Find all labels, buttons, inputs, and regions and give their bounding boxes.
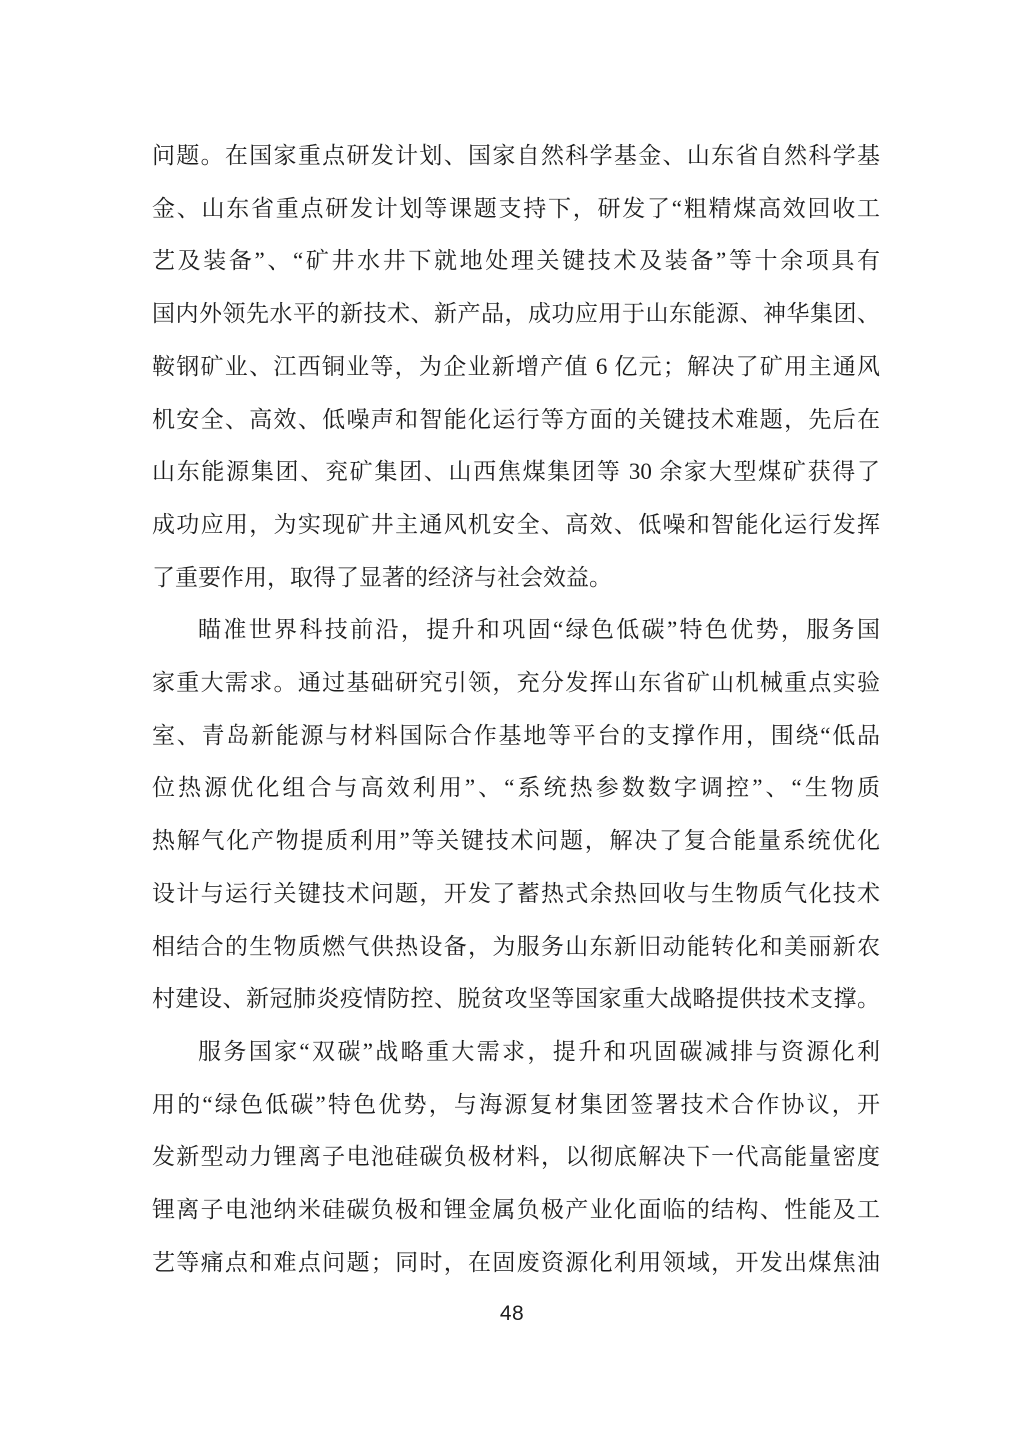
body-text bbox=[152, 130, 880, 1289]
text-line: 家重大需求。通过基础研究引领，充分发挥山东省矿山机械重点实验 bbox=[152, 670, 880, 696]
page-number: 48 bbox=[499, 1302, 525, 1325]
text-line: 设计与运行关键技术问题，开发了蓄热式余热回收与生物质气化技术 bbox=[152, 880, 880, 906]
text-line: 机安全、高效、低噪声和智能化运行等方面的关键技术难题，先后在 bbox=[152, 406, 880, 432]
text-line-paragraph-start: 服务国家“双碳”战略重大需求，提升和巩固碳减排与资源化利 bbox=[198, 1038, 880, 1064]
text-line: 鞍钢矿业、江西铜业等，为企业新增产值 6 亿元；解决了矿用主通风 bbox=[152, 353, 880, 379]
text-line: 村建设、新冠肺炎疫情防控、脱贫攻坚等国家重大战略提供技术支撑。 bbox=[152, 986, 880, 1012]
text-line: 相结合的生物质燃气供热设备，为服务山东新旧动能转化和美丽新农 bbox=[152, 933, 880, 959]
text-line: 热解气化产物提质利用”等关键技术问题，解决了复合能量系统优化 bbox=[152, 828, 880, 854]
text-line: 锂离子电池纳米硅碳负极和锂金属负极产业化面临的结构、性能及工 bbox=[152, 1197, 880, 1223]
text-line: 位热源优化组合与高效利用”、“系统热参数数字调控”、“生物质 bbox=[152, 775, 880, 801]
text-line: 成功应用，为实现矿井主通风机安全、高效、低噪和智能化运行发挥 bbox=[152, 511, 880, 537]
text-line: 室、青岛新能源与材料国际合作基地等平台的支撑作用，围绕“低品 bbox=[152, 722, 880, 748]
text-line-paragraph-start: 瞄准世界科技前沿，提升和巩固“绿色低碳”特色优势，服务国 bbox=[198, 617, 880, 643]
text-line: 国内外领先水平的新技术、新产品，成功应用于山东能源、神华集团、 bbox=[152, 301, 880, 327]
text-line: 艺等痛点和难点问题；同时，在固废资源化利用领域，开发出煤焦油 bbox=[152, 1249, 880, 1275]
text-line: 了重要作用，取得了显著的经济与社会效益。 bbox=[152, 564, 612, 590]
text-line: 金、山东省重点研发计划等课题支持下，研发了“粗精煤高效回收工 bbox=[152, 195, 880, 221]
text-line: 用的“绿色低碳”特色优势，与海源复材集团签署技术合作协议，开 bbox=[152, 1091, 880, 1117]
text-line: 山东能源集团、兖矿集团、山西焦煤集团等 30 余家大型煤矿获得了 bbox=[152, 459, 880, 485]
text-line: 发新型动力锂离子电池硅碳负极材料，以彻底解决下一代高能量密度 bbox=[152, 1144, 880, 1170]
text-line: 问题。在国家重点研发计划、国家自然科学基金、山东省自然科学基 bbox=[152, 143, 880, 168]
text-line: 艺及装备”、“矿井水井下就地处理关键技术及装备”等十余项具有 bbox=[152, 248, 880, 274]
